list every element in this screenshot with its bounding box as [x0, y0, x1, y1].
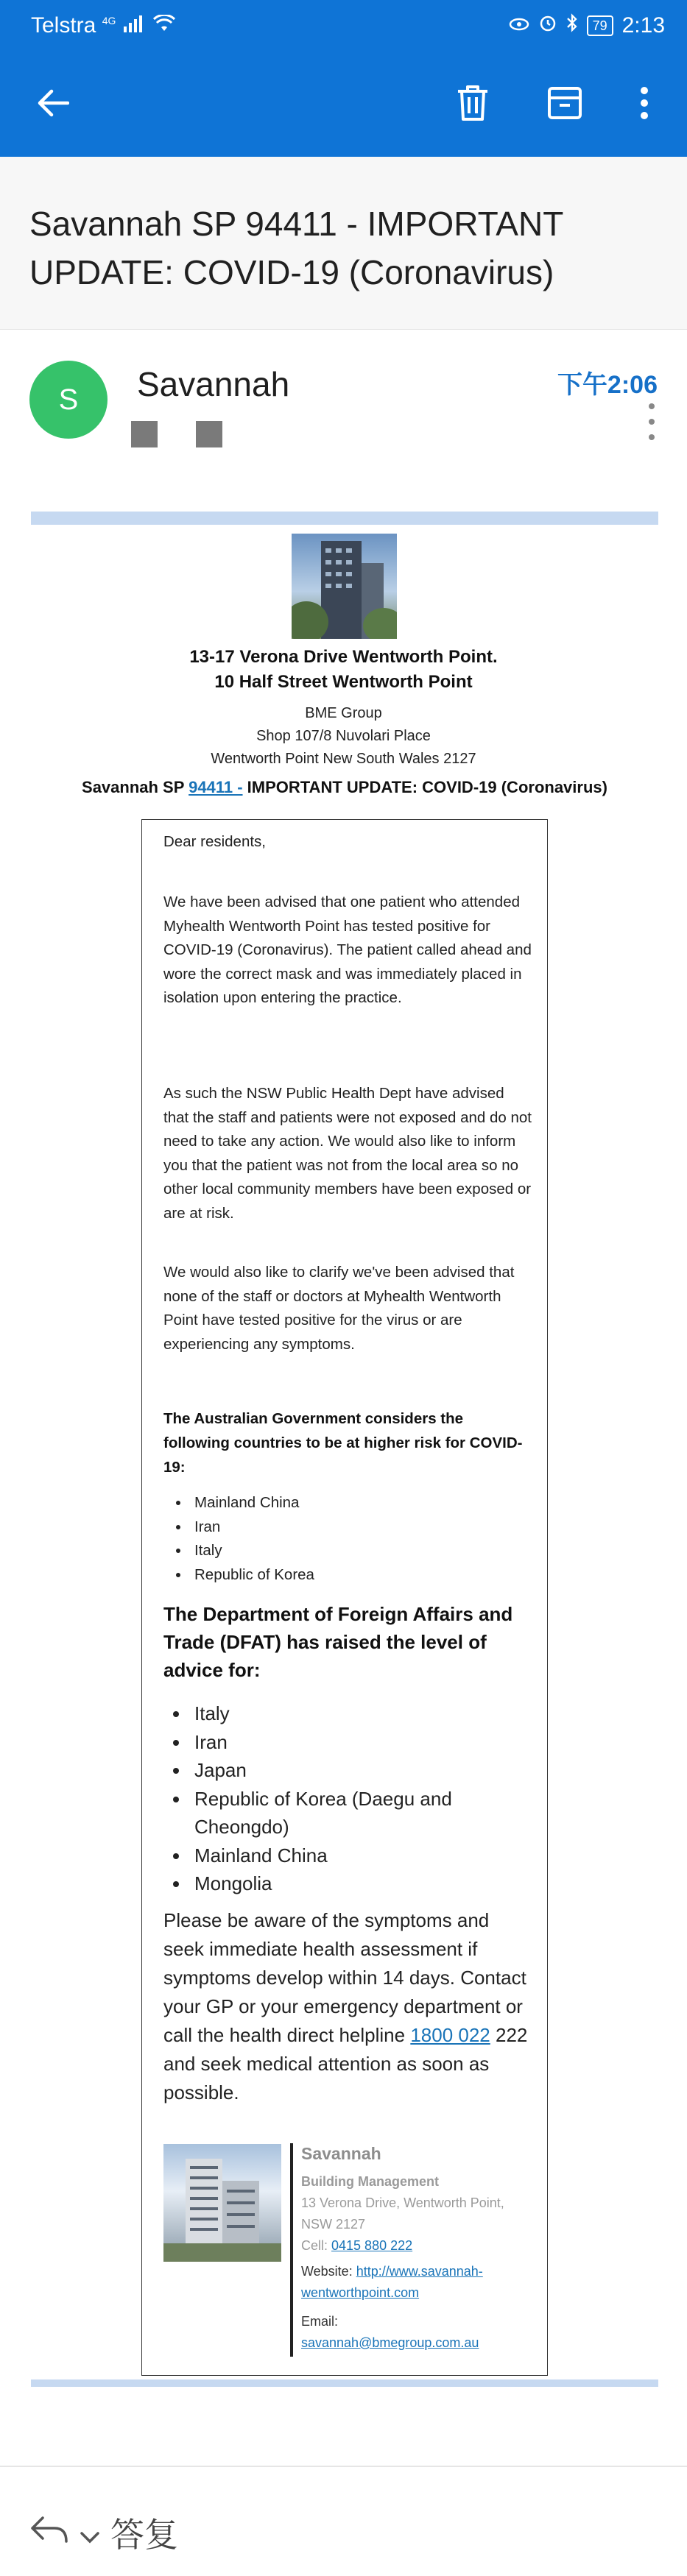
cell-link[interactable]: 0415 880 222: [331, 2238, 413, 2253]
headline-suffix: IMPORTANT UPDATE: COVID-19 (Coronavirus): [242, 778, 607, 796]
bluetooth-icon: [566, 13, 578, 38]
sender-details-redacted: [131, 421, 222, 447]
more-vertical-icon[interactable]: [615, 74, 674, 132]
signature-website: [301, 2261, 537, 2304]
paragraph-3: We would also like to clarify we've been advised that none of the staff or doctors at Myhealth Wentworth Point have tested positive for the virus or are experiencing any symptoms.: [163, 1264, 515, 1353]
carrier-info: [31, 13, 175, 38]
avatar[interactable]: S: [29, 361, 108, 439]
address-line2: 10 Half Street Wentworth Point: [214, 672, 473, 692]
list-item: • Mongolia: [190, 1869, 529, 1898]
greeting: Dear residents,: [163, 833, 267, 850]
email-subject: Savannah SP 94411 - IMPORTANT UPDATE: COVID-19 (Coronavirus): [29, 205, 563, 291]
closing-text-end: 222 and seek medical attention as soon as possible.: [163, 2024, 528, 2103]
status-right: [509, 13, 665, 38]
email-headline: [31, 778, 658, 797]
status-bar: [0, 0, 687, 52]
risk-heading: The Australian Government considers the following countries to be at higher risk for COVID-19:: [163, 1410, 523, 1476]
message-content-box: [141, 819, 548, 2376]
cell-label: Cell:: [301, 2238, 332, 2253]
message-more-icon[interactable]: [646, 403, 658, 440]
paragraph-1: We have been advised that one patient who attended Myhealth Wentworth Point has tested positive for COVID-19 (Coronavirus). The patient called ahead and wore the correct mask and was immediately placed in isolation upon entering the practice.: [163, 894, 532, 1006]
list-item: • Iran: [190, 1728, 529, 1757]
top-divider-bar: [31, 512, 658, 525]
closing-text: Please be aware of the symptoms and seek immediate health assessment if symptoms develop within 14 days. Contact your GP or your emergency department or call the health direct helpline: [163, 1909, 526, 2046]
signal-icon: [122, 13, 153, 38]
alarm-icon: [538, 13, 557, 38]
app-bar: [0, 0, 687, 157]
trash-icon[interactable]: [443, 74, 502, 132]
toolbar: [0, 74, 687, 132]
shop-address: Shop 107/8 Nuvolari Place: [256, 728, 431, 744]
company-block: [0, 702, 687, 771]
list-item: • Italy: [190, 1699, 529, 1728]
email-link[interactable]: savannah@bmegroup.com.au: [301, 2335, 479, 2350]
list-item: • Japan: [190, 1756, 529, 1785]
email-label: Email:: [301, 2314, 339, 2329]
website-label: Website:: [301, 2264, 356, 2279]
signature-role: Building Management: [301, 2174, 440, 2189]
eye-comfort-icon: [509, 13, 529, 38]
headline-link[interactable]: 94411 -: [189, 778, 243, 796]
list-item: • Republic of Korea (Daegu and Cheongdo): [190, 1785, 529, 1841]
city-address: Wentworth Point New South Wales 2127: [211, 751, 476, 767]
carrier-name: Telstra: [31, 13, 96, 38]
battery-level: 79: [587, 15, 613, 36]
reply-label: 答复: [110, 2516, 178, 2554]
list-item: • Iran: [190, 1515, 529, 1540]
signature-cell: [301, 2235, 537, 2257]
website-link[interactable]: http://www.savannah-wentworthpoint.com: [301, 2264, 483, 2300]
signature-name: Savannah: [301, 2144, 381, 2163]
address-block: [0, 645, 687, 695]
paragraph-2: As such the NSW Public Health Dept have advised that the staff and patients were not exposed and do not need to take any action. We would also like to inform you that the patient was not from the local area so no other local community members have been exposed or are at risk.: [163, 1085, 532, 1222]
list-item: • Republic of Korea: [190, 1563, 529, 1588]
signature-building-image: [163, 2144, 281, 2262]
headline-prefix: Savannah SP: [82, 778, 189, 796]
dfat-country-list: [190, 1699, 529, 1898]
signature-divider: [290, 2143, 293, 2357]
list-item: • Mainland China: [190, 1491, 529, 1515]
company-name: BME Group: [305, 705, 382, 721]
list-item: • Italy: [190, 1539, 529, 1563]
closing-paragraph: [163, 1906, 532, 2107]
sender-name[interactable]: Savannah: [137, 365, 290, 403]
bottom-divider-bar: [31, 2379, 658, 2387]
reply-button[interactable]: [29, 2508, 178, 2557]
address-line1: 13-17 Verona Drive Wentworth Point.: [189, 647, 498, 667]
signature-email: [301, 2311, 537, 2354]
network-type: 4G: [102, 15, 116, 26]
subject-area: [0, 157, 687, 330]
chevron-down-icon[interactable]: [80, 2513, 100, 2552]
bottom-action-bar: [0, 2466, 687, 2576]
sent-time: 下午2:06: [557, 371, 658, 399]
building-image: [292, 534, 397, 639]
dfat-heading: The Department of Foreign Affairs and Trade (DFAT) has raised the level of advice for:: [163, 1603, 513, 1681]
risk-country-list: [190, 1491, 529, 1587]
helpline-link[interactable]: 1800 022: [410, 2024, 490, 2046]
clock: 2:13: [621, 13, 665, 38]
archive-icon[interactable]: [535, 74, 594, 132]
wifi-icon: [153, 13, 175, 38]
back-arrow-icon[interactable]: [24, 74, 82, 132]
list-item: • Mainland China: [190, 1841, 529, 1870]
signature-address: 13 Verona Drive, Wentworth Point, NSW 2127: [301, 2195, 504, 2232]
reply-icon: [29, 2513, 69, 2552]
